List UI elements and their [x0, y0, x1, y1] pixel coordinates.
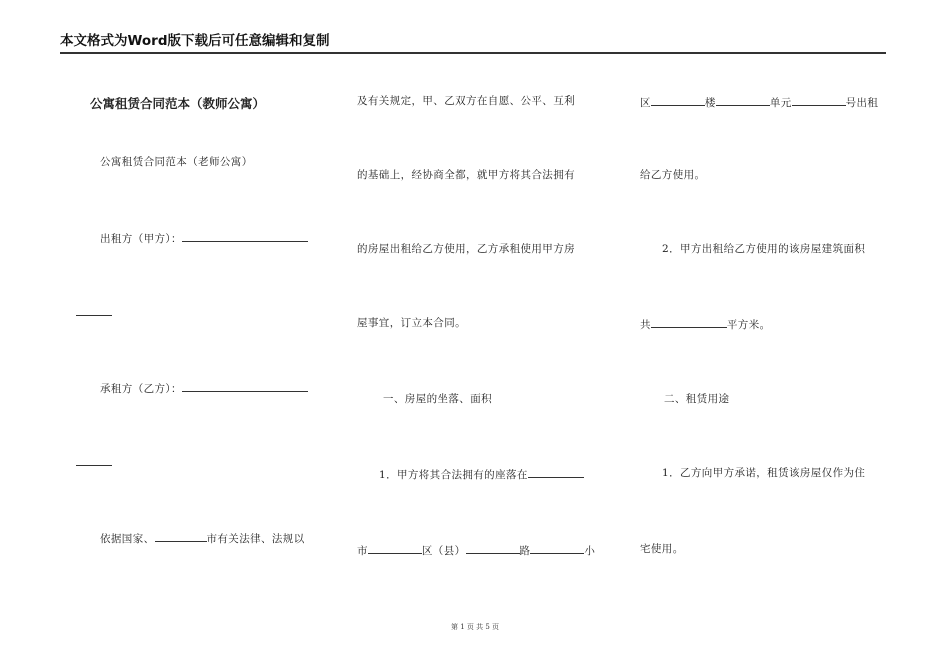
lessee-blank [182, 380, 308, 392]
paragraph-line: 的基础上，经协商全都，就甲方将其合法拥有 [357, 169, 575, 181]
area-prefix: 共 [640, 319, 651, 331]
unit-blank [792, 94, 846, 106]
road-blank [530, 542, 584, 554]
item-line: 1．乙方向甲方承诺，租赁该房屋仅作为住 [662, 467, 866, 479]
basis-line [100, 530, 305, 546]
lessee-label: 承租方（乙方）： [100, 383, 182, 395]
blank-line [76, 454, 112, 466]
page-header: 本文格式为Word版下载后可任意编辑和复制 [60, 30, 886, 54]
item-text: 1．甲方将其合法拥有的座落在 [379, 469, 528, 481]
addr-city: 市 [357, 545, 368, 557]
basis-text-a: 依据国家、 [100, 533, 155, 545]
subtitle: 公寓租赁合同范本（老师公寓） [100, 156, 253, 168]
lessor-line [100, 230, 308, 246]
location-blank [528, 466, 584, 478]
basis-text-b: 市有关法律、法规以 [206, 533, 305, 545]
paragraph-line: 给乙方使用。 [640, 169, 706, 181]
page-footer: 第 1 页 共 5 页 [450, 623, 500, 631]
city-blank [368, 542, 422, 554]
addr-district: 区（县） [421, 545, 466, 557]
item-line: 2．甲方出租给乙方使用的该房屋建筑面积 [662, 243, 866, 255]
paragraph-line: 屋事宜，订立本合同。 [357, 317, 466, 329]
addr-qu: 区 [640, 97, 651, 109]
area-unit: 平方米。 [726, 319, 771, 331]
area-blank [651, 316, 727, 328]
city-blank [155, 530, 207, 542]
blank-line [76, 304, 112, 316]
address-line [357, 542, 595, 558]
lessor-blank-continued [76, 304, 112, 320]
paragraph-line: 及有关规定，甲、乙双方在自愿、公平、互利 [357, 95, 575, 107]
lessee-line [100, 380, 308, 396]
paragraph-line: 的房屋出租给乙方使用，乙方承租使用甲方房 [357, 243, 575, 255]
district-blank [466, 542, 520, 554]
column-right [640, 60, 890, 620]
section-heading: 二、租赁用途 [664, 393, 730, 405]
addr-unit: 单元 [769, 97, 792, 109]
item-line [379, 466, 584, 482]
lessor-blank [182, 230, 308, 242]
qu-blank [651, 94, 705, 106]
addr-lou: 楼 [704, 97, 716, 109]
paragraph-line: 宅使用。 [640, 543, 684, 555]
column-left [76, 60, 326, 620]
lou-blank [716, 94, 770, 106]
section-heading: 一、房屋的坐落、面积 [383, 393, 492, 405]
document-title: 公寓租赁合同范本（教师公寓） [90, 96, 266, 111]
addr-road: 路 [519, 545, 531, 557]
area-line [640, 316, 771, 332]
addr-room: 号出租 [845, 97, 879, 109]
lessor-label: 出租方（甲方）： [100, 233, 182, 245]
column-middle [357, 60, 607, 620]
lessee-blank-continued [76, 454, 112, 470]
address-line-continued [640, 94, 878, 110]
addr-small: 小 [584, 545, 596, 557]
